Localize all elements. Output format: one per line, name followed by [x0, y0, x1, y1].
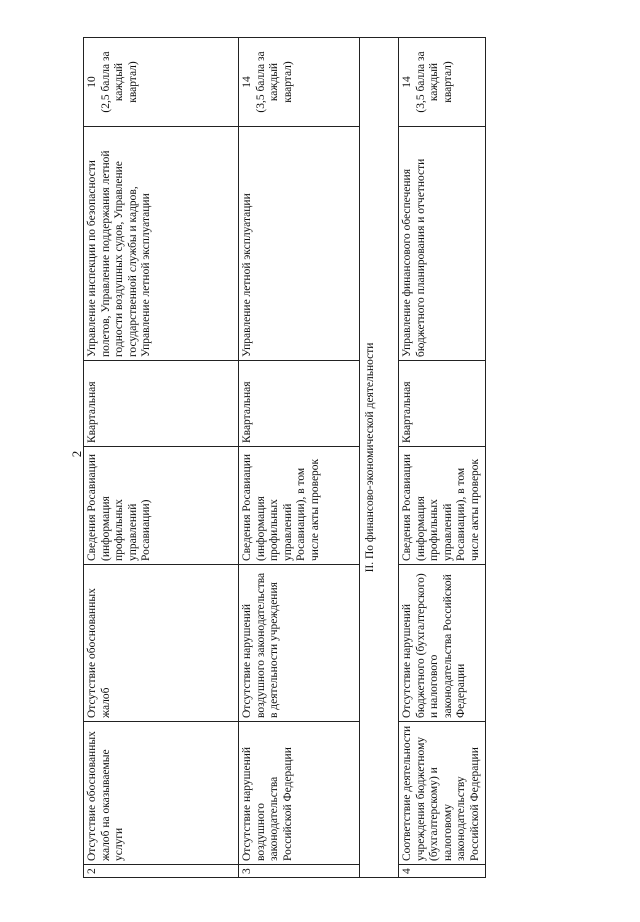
source-cell: Сведения Росавиации (информация профильных управлений Росавиации), в том числе акты проверок	[399, 447, 486, 565]
score-cell: 14 (3,5 балла за каждый квартал)	[239, 38, 360, 127]
rotated-table-wrapper	[83, 38, 481, 878]
criterion-cell: Отсутствие нарушений воздушного законодательства в деятельности учреждения	[239, 565, 360, 722]
criterion-cell: Отсутствие обоснованных жалоб	[84, 565, 239, 722]
score-cell: 14 (3,5 балла за каждый квартал)	[399, 38, 486, 127]
score-cell: 10 (2,5 балла за каждый квартал)	[84, 38, 239, 127]
table-row	[84, 38, 239, 878]
indicator-cell: Отсутствие обоснованных жалоб на оказываемые услуги	[84, 722, 239, 865]
period-cell: Квартальная	[239, 361, 360, 447]
table-row	[239, 38, 360, 878]
row-number: 3	[239, 865, 360, 878]
indicator-cell: Отсутствие нарушений воздушного законодательства Российской Федерации	[239, 722, 360, 865]
source-cell: Сведения Росавиации (информация профильных управлений Росавиации), в том числе акты проверок	[239, 447, 360, 565]
period-cell: Квартальная	[84, 361, 239, 447]
period-cell: Квартальная	[399, 361, 486, 447]
source-cell: Сведения Росавиации (информация профильных управлений Росавиации)	[84, 447, 239, 565]
table-row	[399, 38, 486, 878]
row-number: 2	[84, 865, 239, 878]
section-row	[360, 38, 399, 878]
page-number: 2	[69, 450, 84, 458]
section-title: II. По финансово-экономической деятельности	[360, 38, 399, 878]
responsible-cell: Управление финансового обеспечения бюджетного планирования и отчетности	[399, 127, 486, 361]
criterion-cell: Отсутствие нарушений бюджетного (бухгалтерского) и налогового законодательства Российской Федерации	[399, 565, 486, 722]
criteria-table	[83, 37, 486, 878]
row-number: 4	[399, 865, 486, 878]
responsible-cell: Управление летной эксплуатации	[239, 127, 360, 361]
responsible-cell: Управление инспекции по безопасности полетов, Управление поддержания летной годности воздушных судов, Управление государственной службы и кадров, Управление летной эксплуатации	[84, 127, 239, 361]
indicator-cell: Соответствие деятельности учреждения бюджетному (бухгалтерскому) и налоговому законодательству Российской Федерации	[399, 722, 486, 865]
